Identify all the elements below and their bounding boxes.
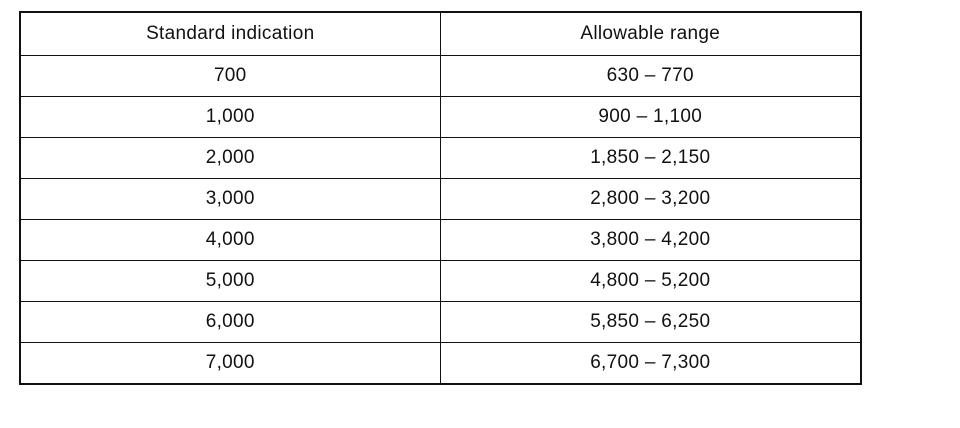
allowable-range-cell: 6,700 – 7,300 — [440, 343, 861, 385]
standard-indication-cell: 6,000 — [20, 302, 440, 343]
table-row — [20, 56, 861, 97]
standard-indication-cell: 2,000 — [20, 138, 440, 179]
allowable-range-cell: 5,850 – 6,250 — [440, 302, 861, 343]
indication-range-table — [19, 11, 862, 385]
allowable-range-cell: 1,850 – 2,150 — [440, 138, 861, 179]
standard-indication-cell: 1,000 — [20, 97, 440, 138]
table-row — [20, 302, 861, 343]
allowable-range-cell: 4,800 – 5,200 — [440, 261, 861, 302]
standard-indication-cell: 4,000 — [20, 220, 440, 261]
table-row — [20, 138, 861, 179]
table-header-row — [20, 12, 861, 56]
standard-indication-cell: 700 — [20, 56, 440, 97]
table-row — [20, 343, 861, 385]
header-standard-indication: Standard indication — [20, 12, 440, 56]
allowable-range-cell: 900 – 1,100 — [440, 97, 861, 138]
header-allowable-range: Allowable range — [440, 12, 861, 56]
table-row — [20, 220, 861, 261]
allowable-range-cell: 2,800 – 3,200 — [440, 179, 861, 220]
allowable-range-cell: 3,800 – 4,200 — [440, 220, 861, 261]
table-row — [20, 261, 861, 302]
standard-indication-cell: 3,000 — [20, 179, 440, 220]
table-row — [20, 97, 861, 138]
standard-indication-cell: 7,000 — [20, 343, 440, 385]
table-row — [20, 179, 861, 220]
standard-indication-cell: 5,000 — [20, 261, 440, 302]
allowable-range-cell: 630 – 770 — [440, 56, 861, 97]
